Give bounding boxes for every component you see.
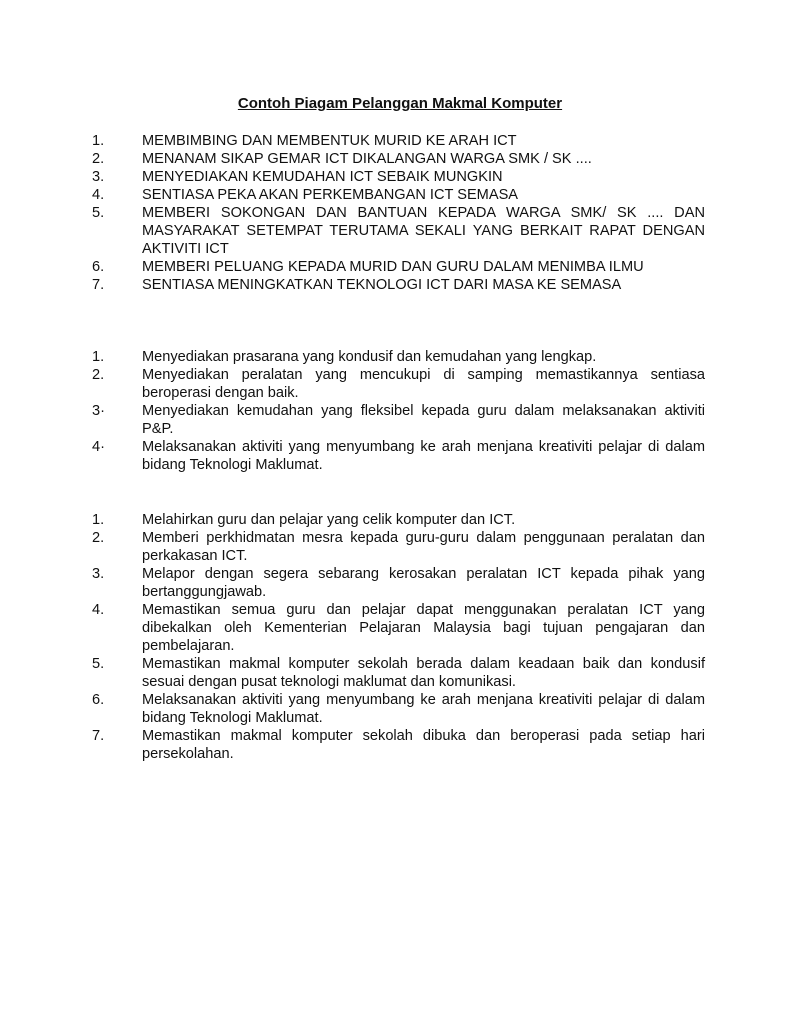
list-item: [92, 366, 705, 402]
list-section-1: [92, 132, 705, 294]
item-number: 1.: [92, 512, 105, 528]
item-number: 2.: [92, 367, 105, 383]
list-item: [92, 601, 705, 655]
item-text: Melaksanakan aktiviti yang menyumbang ke arah menjana kreativiti pelajar di dalam bidang Teknologi Maklumat.: [142, 692, 705, 726]
list-item: [92, 186, 705, 204]
item-number: 1.: [92, 133, 105, 149]
item-text: MENYEDIAKAN KEMUDAHAN ICT SEBAIK MUNGKIN: [142, 169, 503, 185]
item-number: 2.: [92, 530, 105, 546]
item-number: 4.: [92, 187, 105, 203]
item-number: 5.: [92, 656, 105, 672]
item-text: SENTIASA MENINGKATKAN TEKNOLOGI ICT DARI MASA KE SEMASA: [142, 277, 622, 293]
item-text: Menyediakan kemudahan yang fleksibel kepada guru dalam melaksanakan aktiviti P&P.: [142, 403, 705, 437]
item-number: 7.: [92, 277, 105, 293]
list-item: [92, 132, 705, 150]
list-item: [92, 691, 705, 727]
item-text: MENANAM SIKAP GEMAR ICT DIKALANGAN WARGA SMK / SK ....: [142, 151, 592, 167]
item-number: 6.: [92, 692, 105, 708]
list-item: [92, 402, 705, 438]
item-text: Menyediakan peralatan yang mencukupi di samping memastikannya sentiasa beroperasi dengan baik.: [142, 367, 705, 401]
item-text: Memastikan semua guru dan pelajar dapat menggunakan peralatan ICT yang dibekalkan oleh Kementerian Pelajaran Malaysia bagi tujuan pengajaran dan pembelajaran.: [142, 602, 705, 654]
list-item: [92, 276, 705, 294]
list-item: [92, 258, 705, 276]
list-item: [92, 348, 705, 366]
item-text: Melapor dengan segera sebarang kerosakan peralatan ICT kepada pihak yang bertanggungjawab.: [142, 566, 705, 600]
item-number: 3.: [92, 566, 105, 582]
item-number: 3·: [92, 403, 105, 419]
item-text: Melaksanakan aktiviti yang menyumbang ke arah menjana kreativiti pelajar di dalam bidang Teknologi Maklumat.: [142, 439, 705, 473]
document-title: Contoh Piagam Pelanggan Makmal Komputer: [237, 95, 563, 112]
item-text: MEMBERI PELUANG KEPADA MURID DAN GURU DALAM MENIMBA ILMU: [142, 259, 644, 275]
list-section-2: [92, 348, 705, 474]
list-item: [92, 565, 705, 601]
list-item: [92, 529, 705, 565]
item-text: MEMBIMBING DAN MEMBENTUK MURID KE ARAH ICT: [142, 133, 517, 149]
list-item: [92, 727, 705, 763]
list-item: [92, 438, 705, 474]
item-number: 2.: [92, 151, 105, 167]
item-text: Memastikan makmal komputer sekolah berada dalam keadaan baik dan kondusif sesuai dengan pusat teknologi maklumat dan komunikasi.: [142, 656, 705, 690]
item-number: 4·: [92, 439, 105, 455]
list-item: [92, 204, 705, 258]
list-item: [92, 655, 705, 691]
item-number: 1.: [92, 349, 105, 365]
list-section-3: [92, 511, 705, 763]
item-number: 7.: [92, 728, 105, 744]
item-text: Melahirkan guru dan pelajar yang celik komputer dan ICT.: [142, 512, 516, 528]
item-text: Memberi perkhidmatan mesra kepada guru-guru dalam penggunaan peralatan dan perkakasan ICT.: [142, 530, 705, 564]
item-text: Memastikan makmal komputer sekolah dibuka dan beroperasi pada setiap hari persekolahan.: [142, 728, 705, 762]
item-text: MEMBERI SOKONGAN DAN BANTUAN KEPADA WARGA SMK/ SK .... DAN MASYARAKAT SETEMPAT TERUTAMA SEKALI YANG BERKAIT RAPAT DENGAN AKTIVITI ICT: [142, 205, 705, 257]
item-text: Menyediakan prasarana yang kondusif dan kemudahan yang lengkap.: [142, 349, 597, 365]
list-item: [92, 150, 705, 168]
item-number: 3.: [92, 169, 105, 185]
list-item: [92, 511, 705, 529]
item-text: SENTIASA PEKA AKAN PERKEMBANGAN ICT SEMASA: [142, 187, 519, 203]
item-number: 4.: [92, 602, 105, 618]
item-number: 5.: [92, 205, 105, 221]
item-number: 6.: [92, 259, 105, 275]
list-item: [92, 168, 705, 186]
